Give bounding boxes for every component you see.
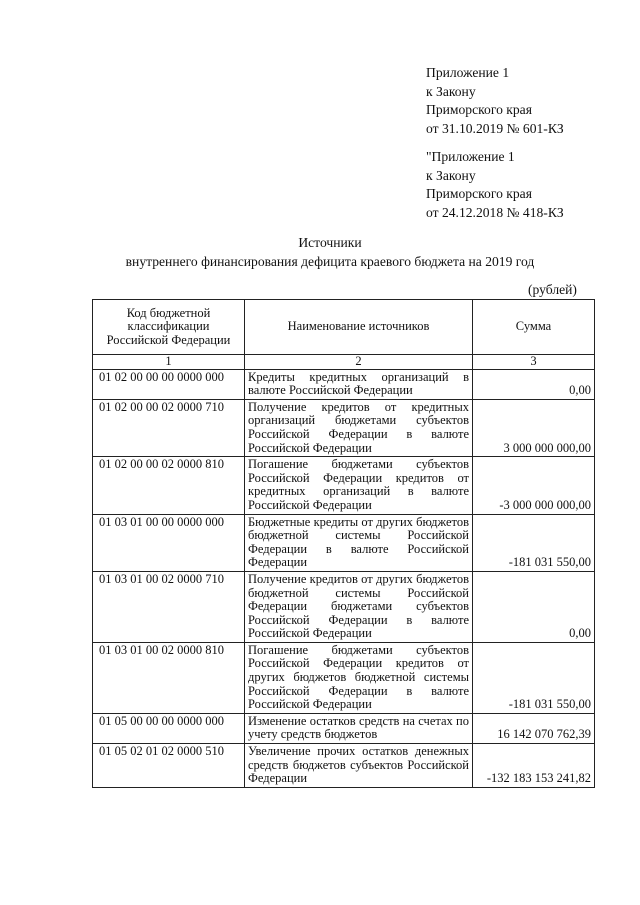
appendix-line: от 31.10.2019 № 601-КЗ [426, 120, 564, 136]
row-code: 01 05 00 00 00 0000 000 [93, 713, 245, 743]
row-name: Получение кредитов от кредитных организаций бюджетами субъектов Российской Федерации в валюте Российской Федерации [245, 399, 473, 456]
header-code: Код бюджетной классификации Российской Федерации [93, 300, 245, 355]
row-code: 01 05 02 01 02 0000 510 [93, 744, 245, 788]
document-title: Источники [298, 235, 362, 250]
table-row [93, 514, 595, 571]
column-number: 2 [245, 355, 473, 370]
table-row [93, 369, 595, 399]
column-number: 3 [473, 355, 595, 370]
row-name: Увеличение прочих остатков денежных средств бюджетов субъектов Российской Федерации [245, 744, 473, 788]
row-code: 01 02 00 00 00 0000 000 [93, 369, 245, 399]
document-subtitle: внутреннего финансирования дефицита краевого бюджета на 2019 год [125, 254, 535, 269]
table-row [93, 744, 595, 788]
financing-sources-table [92, 299, 595, 788]
row-name: Бюджетные кредиты от других бюджетов бюджетной системы Российской Федерации в валюте Российской Федерации [245, 514, 473, 571]
row-code: 01 02 00 00 02 0000 710 [93, 399, 245, 456]
row-sum: -181 031 550,00 [473, 642, 595, 713]
row-sum: 16 142 070 762,39 [473, 713, 595, 743]
table-column-numbers-row [93, 355, 595, 370]
table-header-row [93, 300, 595, 355]
appendix-line: Приморского края [426, 186, 532, 202]
row-sum: -181 031 550,00 [473, 514, 595, 571]
row-sum: -132 183 153 241,82 [473, 744, 595, 788]
table-row [93, 713, 595, 743]
table-row [93, 571, 595, 642]
row-name: Кредиты кредитных организаций в валюте Российской Федерации [245, 369, 473, 399]
row-name: Изменение остатков средств на счетах по учету средств бюджетов [245, 713, 473, 743]
unit-label: (рублей) [528, 282, 577, 297]
row-sum: -3 000 000 000,00 [473, 457, 595, 514]
row-name: Погашение бюджетами субъектов Российской Федерации кредитов от других бюджетов бюджетной системы Российской Федерации в валюте Российской Федерации [245, 642, 473, 713]
header-sum: Сумма [473, 300, 595, 355]
appendix-line: Приморского края [426, 102, 532, 118]
row-code: 01 03 01 00 02 0000 810 [93, 642, 245, 713]
appendix-line: Приложение 1 [426, 65, 510, 80]
appendix-line: "Приложение 1 [426, 149, 515, 164]
column-number: 1 [93, 355, 245, 370]
row-sum: 0,00 [473, 571, 595, 642]
appendix-line: к Закону [426, 83, 476, 99]
appendix-new-reference [426, 64, 564, 138]
appendix-line: от 24.12.2018 № 418-КЗ [426, 204, 564, 220]
row-code: 01 03 01 00 00 0000 000 [93, 514, 245, 571]
row-sum: 0,00 [473, 369, 595, 399]
row-sum: 3 000 000 000,00 [473, 399, 595, 456]
row-code: 01 03 01 00 02 0000 710 [93, 571, 245, 642]
table-row [93, 642, 595, 713]
row-code: 01 02 00 00 02 0000 810 [93, 457, 245, 514]
row-name: Погашение бюджетами субъектов Российской Федерации кредитов от кредитных организаций в валюте Российской Федерации [245, 457, 473, 514]
table-row [93, 457, 595, 514]
appendix-line: к Закону [426, 167, 476, 183]
table-row [93, 399, 595, 456]
appendix-old-reference [426, 148, 564, 222]
row-name: Получение кредитов от других бюджетов бюджетной системы Российской Федерации бюджетами субъектов Российской Федерации в валюте Российской Федерации [245, 571, 473, 642]
header-name: Наименование источников [245, 300, 473, 355]
